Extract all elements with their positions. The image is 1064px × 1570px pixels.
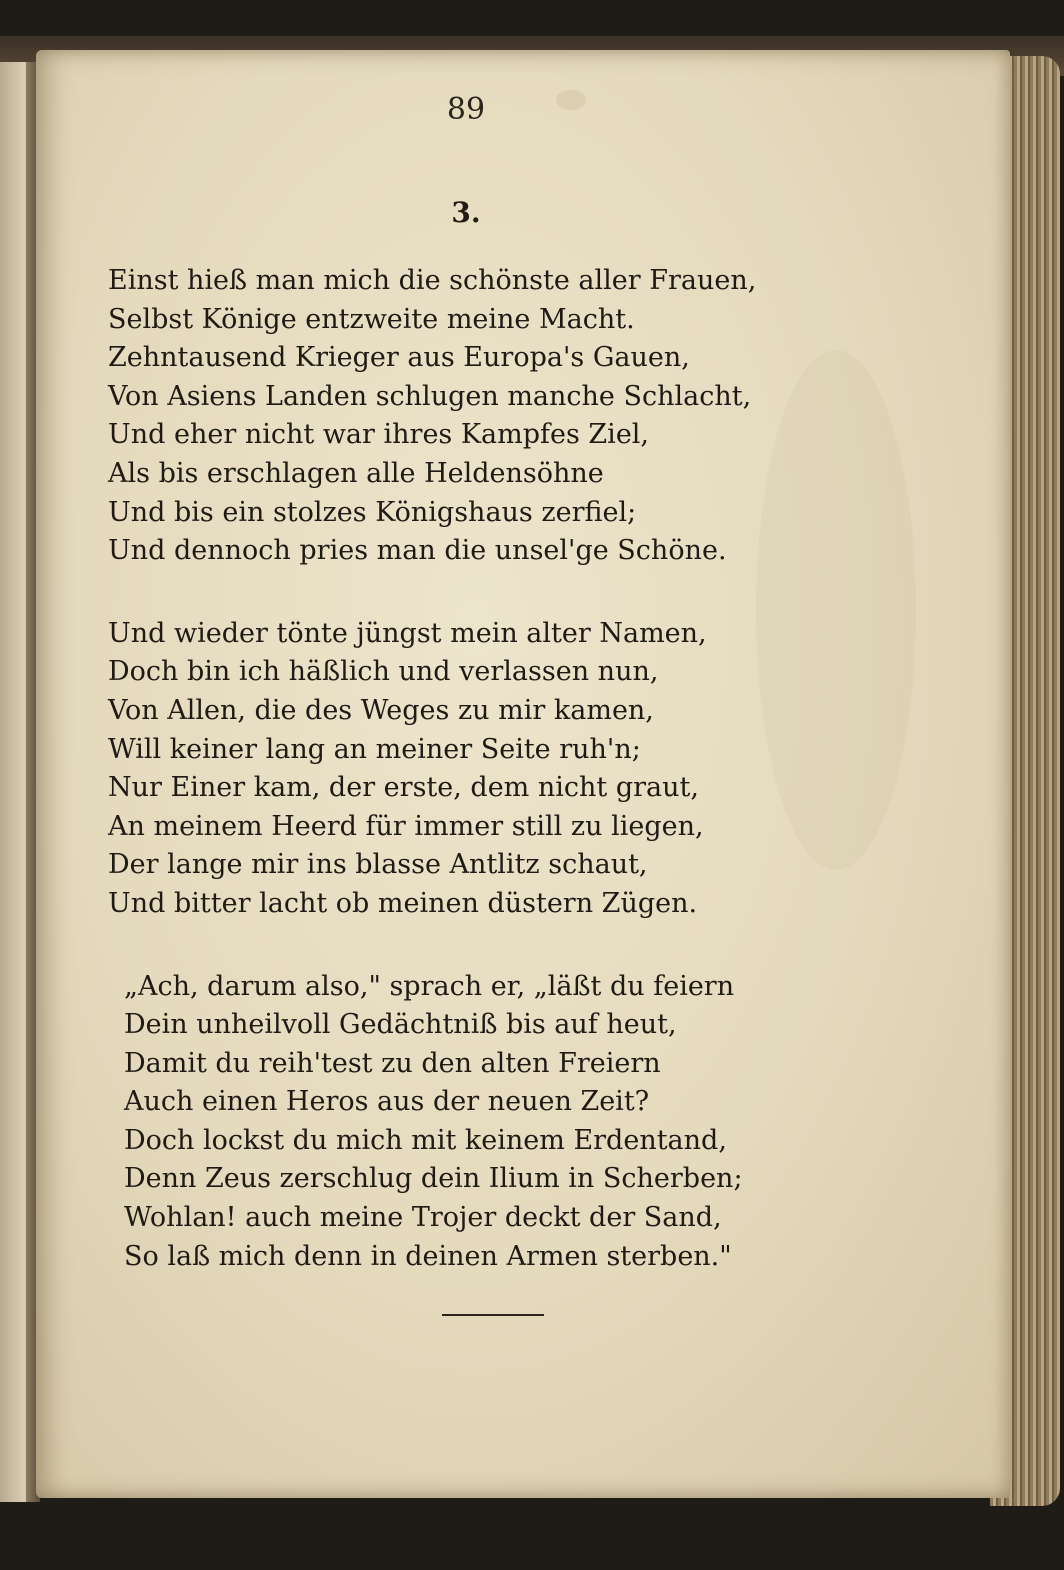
poem-line: Auch einen Heros aus der neuen Zeit? xyxy=(124,1086,650,1118)
poem-line: Doch bin ich häßlich und verlassen nun, xyxy=(108,656,659,688)
poem-line: Damit du reih'test zu den alten Freiern xyxy=(124,1047,661,1079)
poem-line: So laß mich denn in deinen Armen sterben." xyxy=(124,1240,732,1272)
poem-line: Von Asiens Landen schlugen manche Schlacht, xyxy=(108,380,752,412)
poem-line: An meinem Heerd für immer still zu liegen, xyxy=(108,810,704,842)
poem-line: „Ach, darum also," sprach er, „läßt du feiern xyxy=(124,970,735,1002)
poem-line: Und wieder tönte jüngst mein alter Namen, xyxy=(108,617,707,649)
poem-line: Und bis ein stolzes Königshaus zerfiel; xyxy=(108,496,637,528)
poem-line: Und eher nicht war ihres Kampfes Ziel, xyxy=(108,419,650,451)
poem-line: Als bis erschlagen alle Heldensöhne xyxy=(108,457,604,489)
poem-line: Einst hieß man mich die schönste aller Frauen, xyxy=(108,265,757,296)
stanza-3 xyxy=(108,968,768,1277)
poem-line: Selbst Könige entzweite meine Macht. xyxy=(108,303,635,335)
stanza-gap xyxy=(108,571,768,615)
end-rule xyxy=(442,1314,544,1316)
page-number: 89 xyxy=(446,92,486,127)
poem-line: Nur Einer kam, der erste, dem nicht graut, xyxy=(108,772,699,804)
stanza-gap xyxy=(108,924,768,968)
poem-line: Zehntausend Krieger aus Europa's Gauen, xyxy=(108,342,690,374)
section-number: 3. xyxy=(451,196,481,229)
poem-line: Von Allen, die des Weges zu mir kamen, xyxy=(108,694,654,726)
poem-line: Will keiner lang an meiner Seite ruh'n; xyxy=(108,733,641,765)
poem-line: Wohlan! auch meine Trojer deckt der Sand, xyxy=(124,1202,722,1234)
poem-line: Dein unheilvoll Gedächtniß bis auf heut, xyxy=(124,1009,677,1041)
paper-stain xyxy=(556,90,586,110)
poem-line: Und dennoch pries man die unsel'ge Schöne. xyxy=(108,535,727,567)
poem-line: Der lange mir ins blasse Antlitz schaut, xyxy=(108,849,648,881)
poem-line: Denn Zeus zerschlug dein Ilium in Scherben; xyxy=(124,1163,743,1195)
poem xyxy=(108,262,768,1276)
bleed-through xyxy=(756,350,916,870)
stanza-2 xyxy=(108,615,768,924)
poem-line: Und bitter lacht ob meinen düstern Zügen. xyxy=(108,887,698,919)
poem-line: Doch lockst du mich mit keinem Erdentand, xyxy=(124,1124,727,1156)
stanza-1 xyxy=(108,262,768,571)
